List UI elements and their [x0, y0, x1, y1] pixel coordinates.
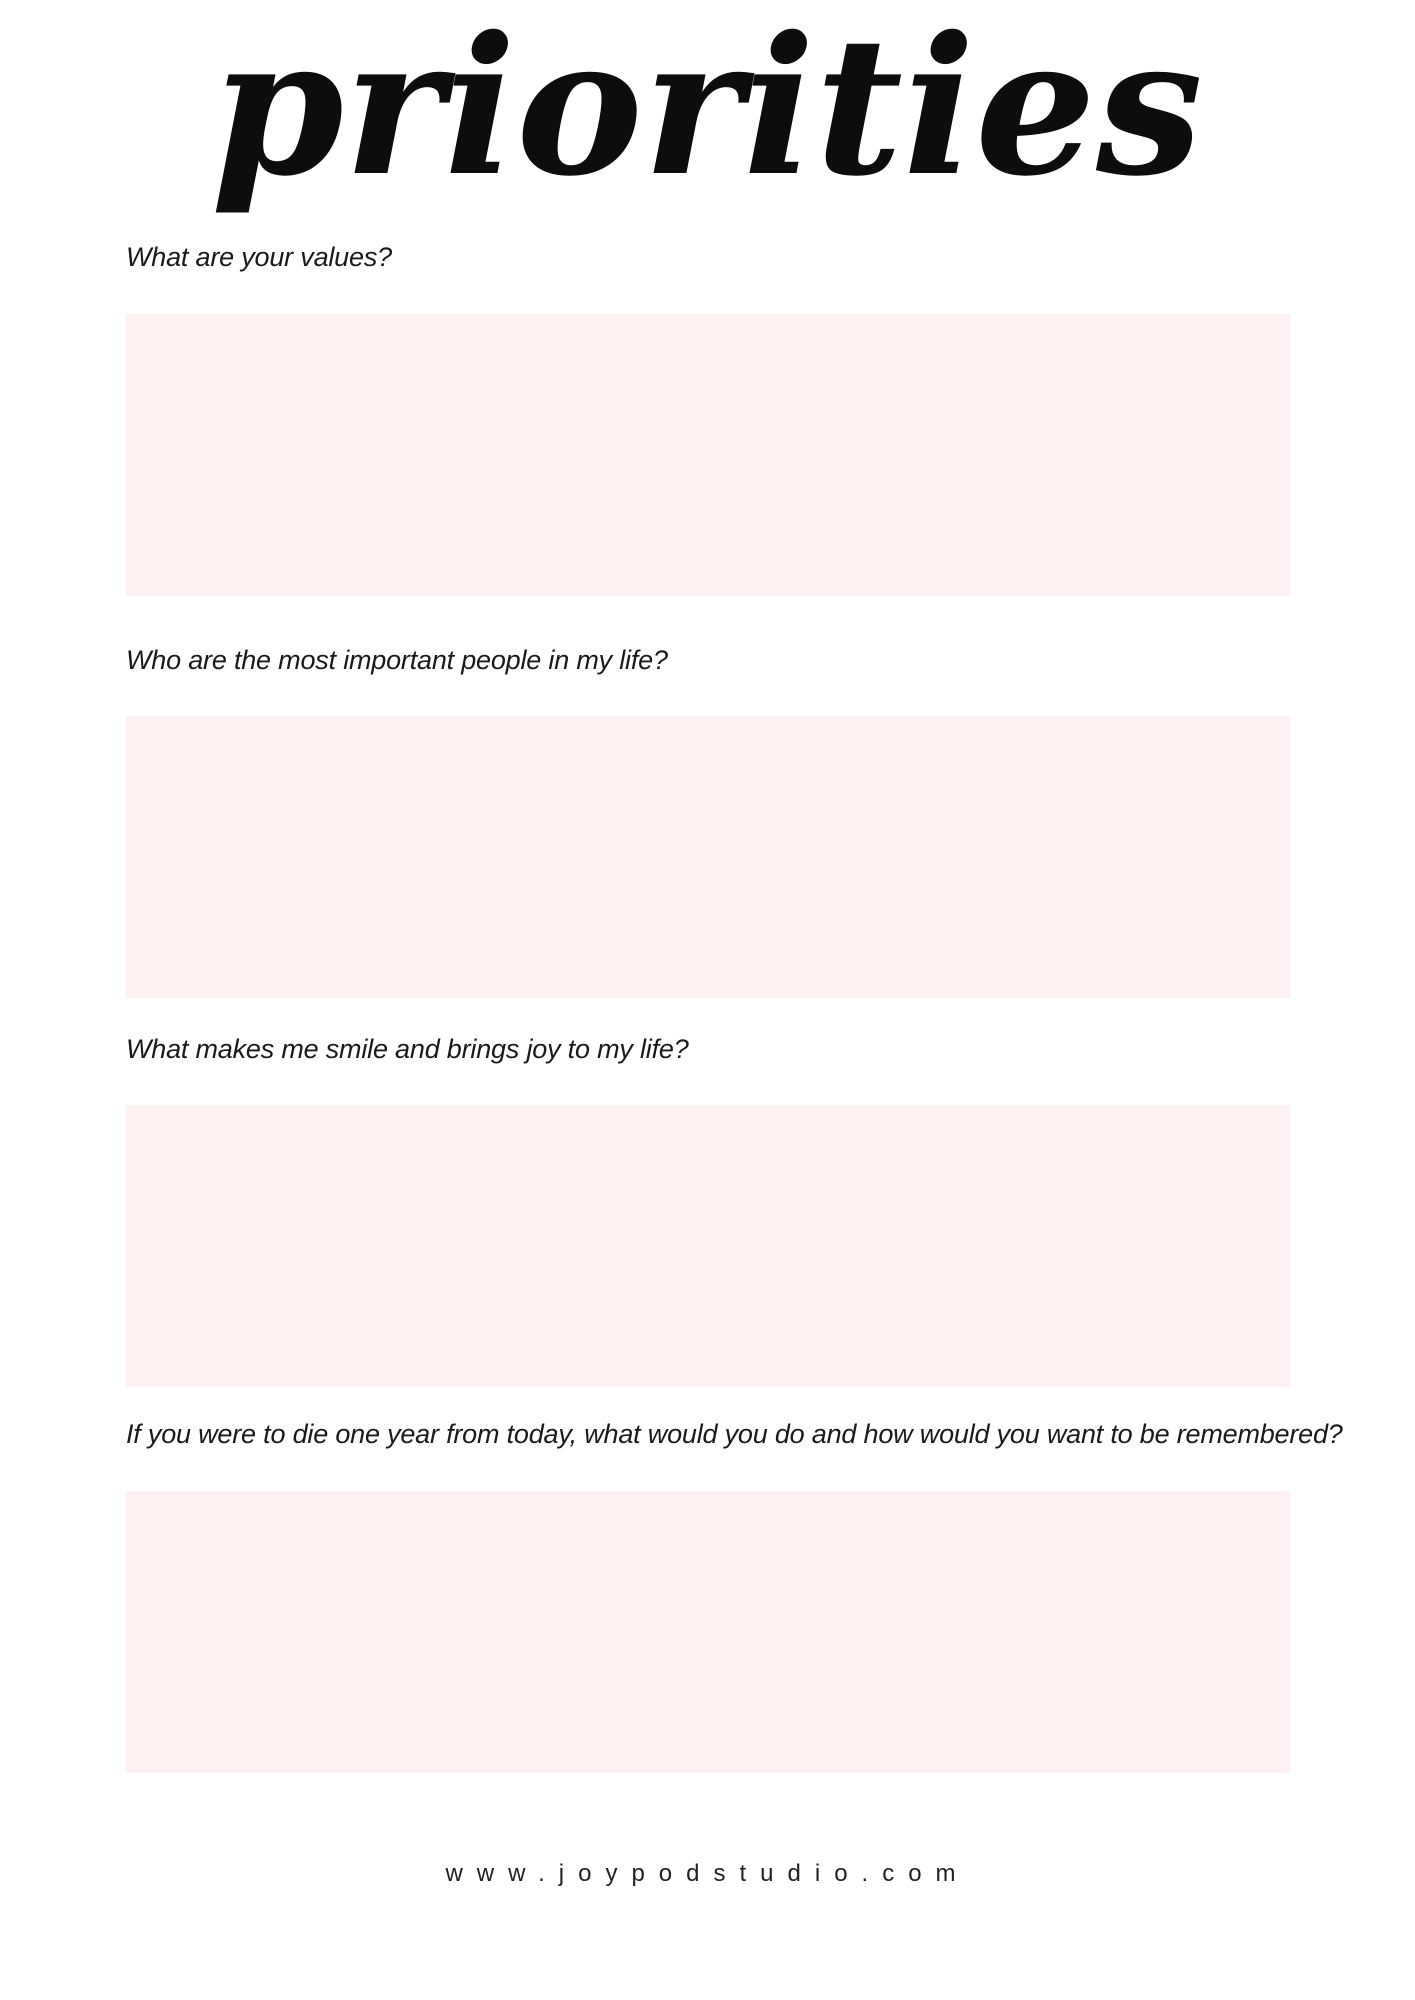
question-label: If you were to die one year from today, what would you do and how would you want to be remembered? — [126, 1419, 1343, 1449]
page-title — [0, 8, 1415, 233]
title-script — [0, 8, 1415, 233]
title-text: priorities — [211, 8, 1203, 218]
answer-box[interactable] — [126, 314, 1290, 596]
answer-box[interactable] — [126, 1105, 1290, 1387]
answer-box[interactable] — [126, 716, 1290, 998]
question-label: Who are the most important people in my life? — [126, 645, 668, 675]
answer-box[interactable] — [126, 1491, 1290, 1773]
question-label: What are your values? — [126, 242, 392, 272]
website-footer: www.joypodstudio.com — [445, 1860, 970, 1887]
question-label: What makes me smile and brings joy to my life? — [126, 1034, 689, 1064]
